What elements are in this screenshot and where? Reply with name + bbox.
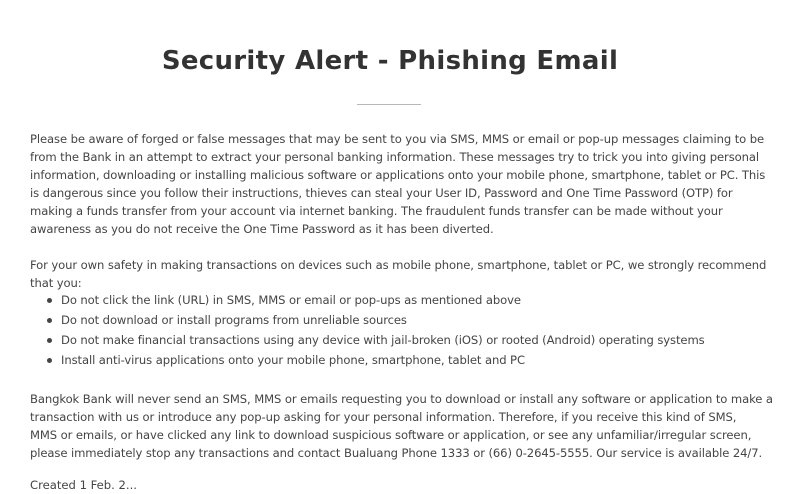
text-line: is dangerous since you follow their instructions, thieves can steal your User ID, Password and One Time Password (OTP) for <box>30 186 733 200</box>
bullet-icon <box>47 318 52 323</box>
text-line: MMS or emails, or have clicked any link to download suspicious software or application, or see any unfamiliar/irregular screen, <box>30 428 752 442</box>
bullet-icon <box>47 338 52 343</box>
created-date-text: Created 1 Feb. 2... <box>30 478 137 492</box>
phishing-warning-paragraph <box>30 130 766 238</box>
list-item <box>30 290 705 310</box>
title-divider <box>357 104 421 105</box>
list-item <box>30 310 705 330</box>
recommendation-text: Do not make financial transactions using any device with jail-broken (iOS) or rooted (Android) operating systems <box>61 333 705 347</box>
recommendation-text: Install anti-virus applications onto your mobile phone, smartphone, tablet and PC <box>61 353 525 367</box>
text-line: Bangkok Bank will never send an SMS, MMS or emails requesting you to download or install any software or application to make a <box>30 392 773 406</box>
page-title: Security Alert - Phishing Email <box>161 46 619 76</box>
text-line: Please be aware of forged or false messages that may be sent to you via SMS, MMS or email or pop-up messages claiming to be <box>30 132 765 146</box>
text-line: from the Bank in an attempt to extract your personal banking information. These messages try to trick you into giving personal <box>30 150 759 164</box>
text-line: please immediately stop any transactions and contact Bualuang Phone 1333 or (66) 0-2645-5555. Our service is available 24/7. <box>30 446 763 460</box>
safety-intro-paragraph <box>30 256 767 292</box>
bullet-icon <box>47 298 52 303</box>
bullet-icon <box>47 358 52 363</box>
recommendation-text: Do not click the link (URL) in SMS, MMS or email or pop-ups as mentioned above <box>61 293 521 307</box>
text-line: information, downloading or installing malicious software or applications onto your mobile phone, smartphone, tablet or PC. This <box>30 168 766 182</box>
text-line: that you: <box>30 276 82 290</box>
text-line: transaction with us or introduce any pop-up asking for your personal information. Therefore, if you receive this kind of SMS, <box>30 410 737 424</box>
recommendation-list <box>30 290 705 370</box>
list-item <box>30 330 705 350</box>
list-item <box>30 350 705 370</box>
text-line: making a funds transfer from your account via internet banking. The fraudulent funds transfer can be made without your <box>30 204 723 218</box>
recommendation-text: Do not download or install programs from unreliable sources <box>61 313 407 327</box>
text-line: For your own safety in making transactions on devices such as mobile phone, smartphone, tablet or PC, we strongly recommend <box>30 258 767 272</box>
bank-policy-paragraph <box>30 390 773 462</box>
text-line: awareness as you do not receive the One Time Password as it has been diverted. <box>30 222 494 236</box>
